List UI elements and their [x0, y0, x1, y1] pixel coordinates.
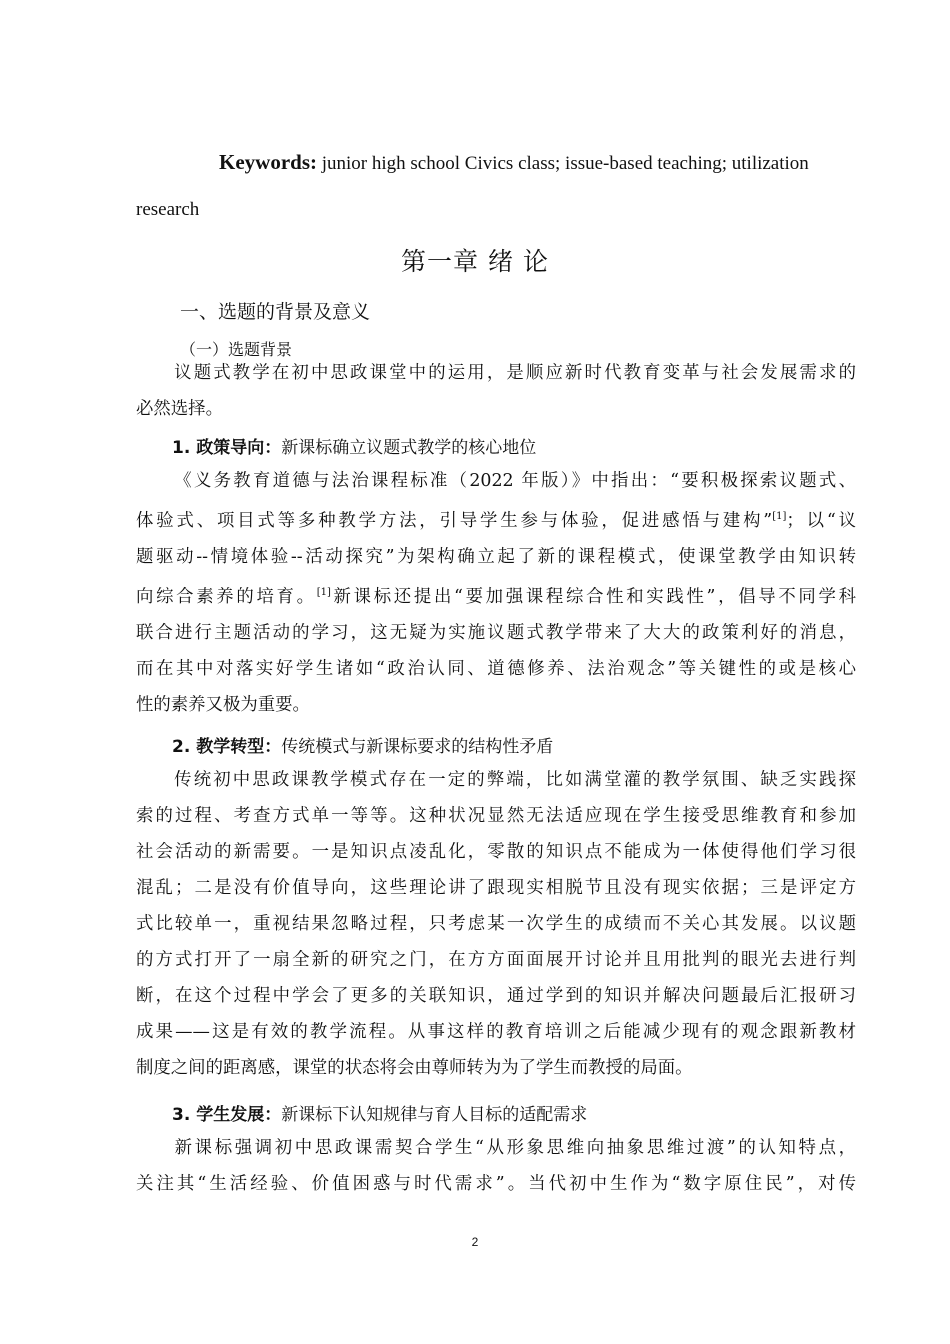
- paragraph-line: 题驱动--情境体验--活动探究”为架构确立起了新的课程模式，使课堂教学由知识转: [136, 547, 856, 567]
- citation-mark: [1]: [772, 511, 787, 522]
- keywords-continuation: research: [136, 199, 200, 220]
- point-number: 2.: [172, 737, 197, 757]
- point-label: 学生发展：: [196, 1105, 282, 1125]
- subsection-title: （一）选题背景: [180, 340, 293, 359]
- point-heading-2: [172, 732, 553, 757]
- paragraph-line: 而在其中对落实好学生诸如“政治认同、道德修养、法治观念”等关键性的或是核心: [136, 659, 856, 679]
- paragraph-line: 混乱；二是没有价值导向，这些理论讲了跟现实相脱节且没有现实依据；三是评定方: [136, 878, 856, 898]
- paragraph-line: 的方式打开了一扇全新的研究之门，在方方面面展开讨论并且用批判的眼光去进行判: [136, 950, 856, 970]
- page-number: 2: [471, 1235, 479, 1249]
- point-heading-3: [172, 1100, 587, 1125]
- paragraph-line: 新课标还提出“要加强课程综合性和实践性”，倡导不同学科: [330, 587, 856, 607]
- point-title: 新课标确立议题式教学的核心地位: [281, 438, 537, 458]
- paragraph-line: 索的过程、考查方式单一等等。这种状况显然无法适应现在学生接受思维教育和参加: [136, 806, 856, 826]
- intro-line: 议题式教学在初中思政课堂中的运用，是顺应新时代教育变革与社会发展需求的: [172, 363, 856, 383]
- paragraph-line: 《义务教育道德与法治课程标准（2022 年版）》中指出：“要积极探索议题式、: [172, 471, 856, 491]
- paragraph-line: 社会活动的新需要。一是知识点凌乱化，零散的知识点不能成为一体使得他们学习很: [136, 842, 856, 862]
- point-label: 教学转型：: [196, 737, 282, 757]
- paragraph-line: 成果——这是有效的教学流程。从事这样的教育培训之后能减少现有的观念跟新教材: [136, 1022, 856, 1042]
- citation-mark: [1]: [316, 587, 331, 598]
- keywords-line: [219, 150, 809, 175]
- point-title: 传统模式与新课标要求的结构性矛盾: [281, 737, 554, 757]
- policy-paragraph: [136, 463, 856, 723]
- transition-paragraph: [136, 762, 856, 1086]
- paragraph-line: 传统初中思政课教学模式存在一定的弊端，比如满堂灌的教学氛围、缺乏实践探: [172, 770, 856, 790]
- development-paragraph: [136, 1130, 856, 1202]
- point-label: 政策导向：: [196, 438, 282, 458]
- intro-line: 必然选择。: [136, 399, 223, 419]
- paragraph-line: 向综合素养的培育。: [136, 587, 317, 607]
- paragraph-line: 体验式、项目式等多种教学方法，引导学生参与体验，促进感悟与建构”: [136, 511, 773, 531]
- section-title: 一、选题的背景及意义: [180, 301, 371, 323]
- paragraph-line: ；以“议: [786, 511, 856, 531]
- point-number: 1.: [172, 438, 197, 458]
- point-number: 3.: [172, 1105, 197, 1125]
- point-title: 新课标下认知规律与育人目标的适配需求: [281, 1105, 588, 1125]
- paragraph-line: 制度之间的距离感，课堂的状态将会由尊师转为为了学生而教授的局面。: [136, 1058, 693, 1078]
- point-heading-1: [172, 433, 536, 458]
- paragraph-line: 性的素养又极为重要。: [136, 695, 310, 715]
- intro-paragraph: [136, 355, 856, 427]
- paragraph-line: 联合进行主题活动的学习，这无疑为实施议题式教学带来了大大的政策利好的消息，: [136, 623, 856, 643]
- paragraph-line: 式比较单一，重视结果忽略过程，只考虑某一次学生的成绩而不关心其发展。以议题: [136, 914, 856, 934]
- keywords-text: junior high school Civics class; issue-based teaching; utilization: [317, 153, 809, 174]
- paragraph-line: 断，在这个过程中学会了更多的关联知识，通过学到的知识并解决问题最后汇报研习: [136, 986, 856, 1006]
- paragraph-line: 关注其“生活经验、价值困惑与时代需求”。当代初中生作为“数字原住民”，对传: [136, 1174, 856, 1194]
- chapter-title: 第一章 绪 论: [401, 247, 549, 276]
- paragraph-line: 新课标强调初中思政课需契合学生“从形象思维向抽象思维过渡”的认知特点，: [172, 1138, 856, 1158]
- keywords-label: Keywords:: [219, 150, 317, 174]
